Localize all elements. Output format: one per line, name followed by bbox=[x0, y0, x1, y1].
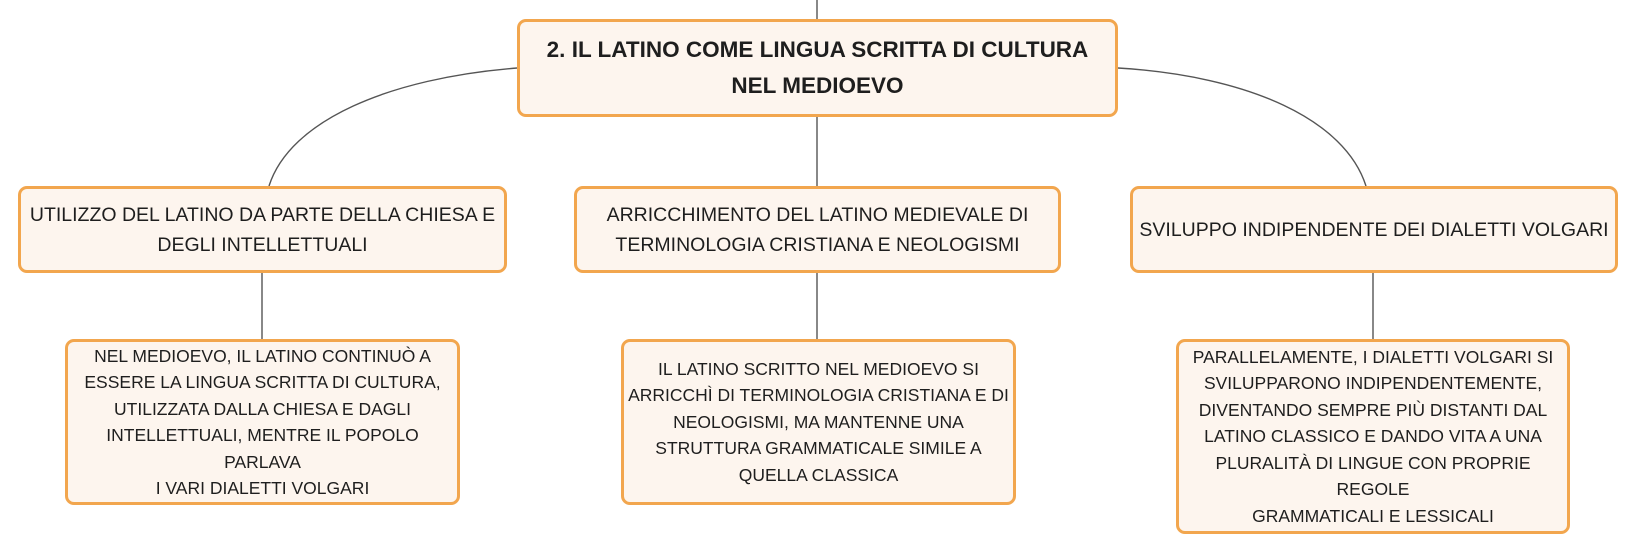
detail-topic-label: IL LATINO SCRITTO NEL MEDIOEVO SI ARRICCHÌ DI TERMINOLOGIA CRISTIANA E DI NEOLOGISMI, MA MANTENNE UNA STRUTTURA GRAMMATICALE SIMILE A QUELLA CLASSICA bbox=[628, 358, 1009, 485]
root-topic-label: 2. IL LATINO COME LINGUA SCRITTA DI CULTURA NEL MEDIOEVO bbox=[546, 37, 1089, 98]
connector-root-branch-1 bbox=[269, 68, 517, 186]
detail-topic-label: NEL MEDIOEVO, IL LATINO CONTINUÒ A ESSERE LA LINGUA SCRITTA DI CULTURA, UTILIZZATA DALLA CHIESA E DAGLI INTELLETTUALI, MENTRE IL POPOLO PARLAVA I VARI DIALETTI VOLGARI bbox=[84, 345, 441, 498]
connector-root-branch-3 bbox=[1118, 68, 1366, 186]
detail-topic-vernacular-dialects[interactable] bbox=[1176, 339, 1570, 534]
root-topic[interactable] bbox=[517, 19, 1118, 117]
branch-topic-label: SVILUPPO INDIPENDENTE DEI DIALETTI VOLGARI bbox=[1139, 218, 1609, 241]
detail-topic-enrichment[interactable] bbox=[621, 339, 1016, 505]
branch-topic-label: ARRICCHIMENTO DEL LATINO MEDIEVALE DI TERMINOLOGIA CRISTIANA E NEOLOGISMI bbox=[606, 203, 1029, 256]
branch-topic-vernacular-dialects[interactable] bbox=[1130, 186, 1618, 273]
detail-topic-label: PARALLELAMENTE, I DIALETTI VOLGARI SI SVILUPPARONO INDIPENDENTEMENTE, DIVENTANDO SEMPRE PIÙ DISTANTI DAL LATINO CLASSICO E DANDO VITA A UNA PLURALITÀ DI LINGUE CON PROPRIE REGOLE GRAMMATICALI E LESSICALI bbox=[1192, 346, 1554, 526]
branch-topic-enrichment[interactable] bbox=[574, 186, 1061, 273]
branch-topic-label: UTILIZZO DEL LATINO DA PARTE DELLA CHIESA E DEGLI INTELLETTUALI bbox=[29, 203, 496, 256]
branch-topic-church-intellectuals[interactable] bbox=[18, 186, 507, 273]
detail-topic-church-intellectuals[interactable] bbox=[65, 339, 460, 505]
